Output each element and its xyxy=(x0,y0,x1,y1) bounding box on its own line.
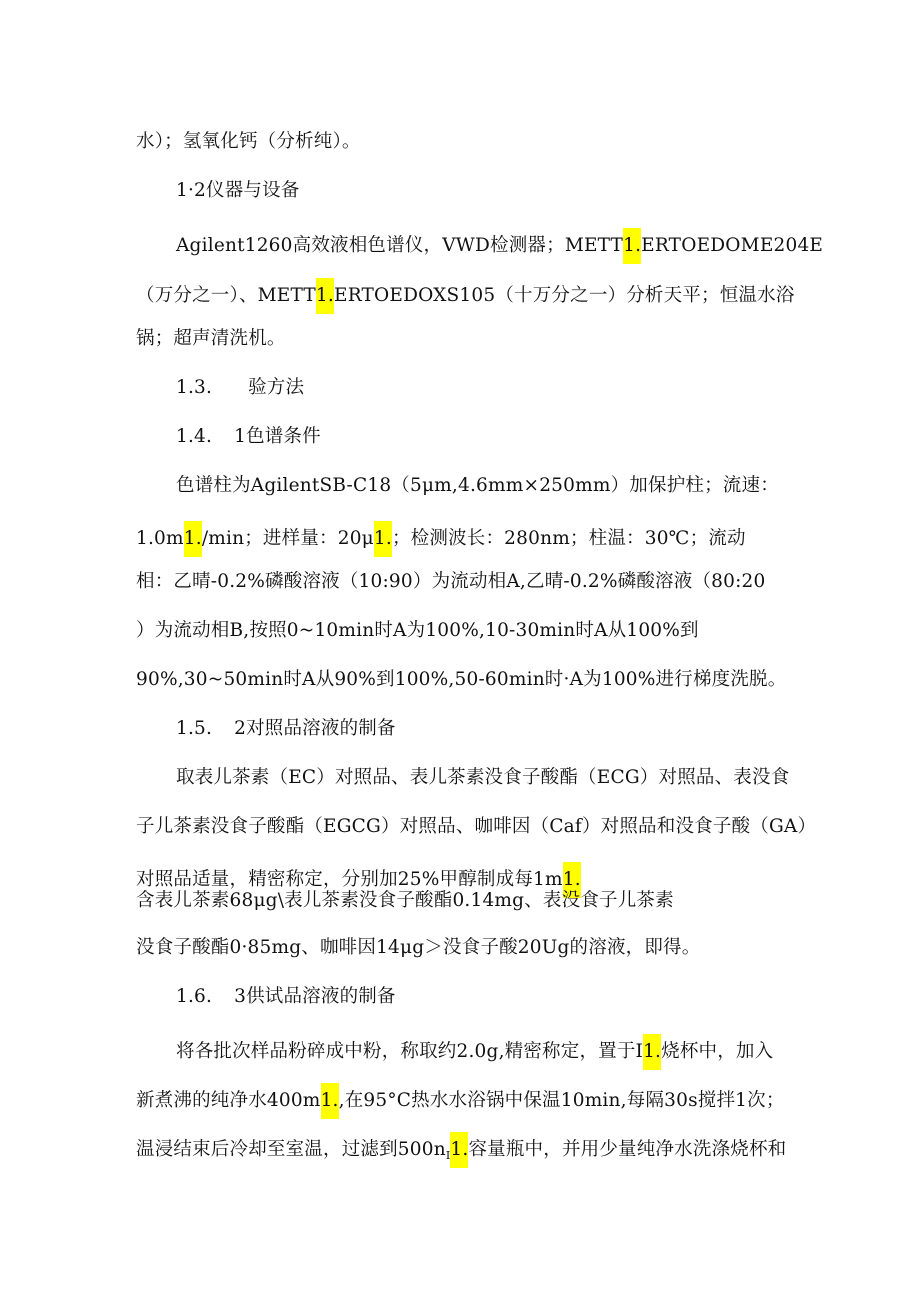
highlight-mark: 1. xyxy=(321,1083,339,1119)
text-line: 1.0m1./min；进样量：20μ1.；检测波长：280nm；柱温：30℃；流动 xyxy=(136,521,746,557)
text-line: 90%,30~50min时A从90%到100%,50-60min时·A为100%进行梯度洗脱。 xyxy=(136,669,787,690)
highlight-mark: 1. xyxy=(643,1034,661,1070)
highlight-mark: 1. xyxy=(450,1132,468,1168)
text-line: 含表儿茶素68μg\表儿茶素没食子酸酯0.14mg、表没食子儿茶素 xyxy=(136,890,674,911)
text-line: 温浸结束后冷却至室温，过滤到$500n_I1$.容量瓶中，并用少量纯净水洗涤烧杯和 xyxy=(136,1132,786,1168)
text-line: （万分之一）、METT1.ERTOEDOXS105（十万分之一）分析天平；恒温水浴 xyxy=(136,278,795,314)
highlight-mark: 1. xyxy=(374,521,392,557)
highlight-mark: 1. xyxy=(316,278,334,314)
text-line: 水）；氢氧化钙（分析纯）。 xyxy=(136,131,361,152)
section-heading: 1.5. 2对照品溶液的制备 xyxy=(176,718,396,739)
text-line: 相：乙晴-0.2%磷酸溶液（10:90）为流动相A,乙晴-0.2%磷酸溶液（80:20 xyxy=(136,571,766,592)
text-line: 子儿茶素没食子酸酯（EGCG）对照品、咖啡因（Caf）对照品和没食子酸（GA） xyxy=(136,816,817,837)
section-heading: 1·2仪器与设备 xyxy=(176,180,300,201)
text-line: ）为流动相B,按照0~10min时A为100%,10-30min时A从100%到 xyxy=(136,620,699,641)
highlight-mark: 1. xyxy=(623,228,641,264)
section-heading: 1.4. 1色谱条件 xyxy=(176,426,321,447)
highlight-mark: 1. xyxy=(184,521,202,557)
text-line: Agilent1260高效液相色谱仪，VWD检测器；METT1.ERTOEDOME204E xyxy=(176,228,823,264)
section-heading: 1.3. 验方法 xyxy=(176,377,305,398)
text-line: 取表儿茶素（EC）对照品、表儿茶素没食子酸酯（ECG）对照品、表没食 xyxy=(176,767,790,788)
text-line: 色谱柱为AgilentSB-C18（5μm,4.6mm×250mm）加保护柱；流速： xyxy=(176,475,779,496)
text-line: 新煮沸的纯净水400m1.,在95°C热水水浴锅中保温10min,每隔30s搅拌1次； xyxy=(136,1083,785,1119)
text-line: 对照品适量，精密称定，分别加25%甲醇制成每1m1. xyxy=(136,862,581,898)
text-line: 将各批次样品粉碎成中粉，称取约2.0g,精密称定，置于I1.烧杯中，加入 xyxy=(176,1034,773,1070)
text-line: 锅；超声清洗机。 xyxy=(136,328,286,349)
text-line: 没食子酸酯0·85mg、咖啡因14μg＞没食子酸20Ug的溶液，即得。 xyxy=(136,937,701,958)
highlight-mark: 1. xyxy=(563,862,581,898)
section-heading: 1.6. 3供试品溶液的制备 xyxy=(176,986,396,1007)
